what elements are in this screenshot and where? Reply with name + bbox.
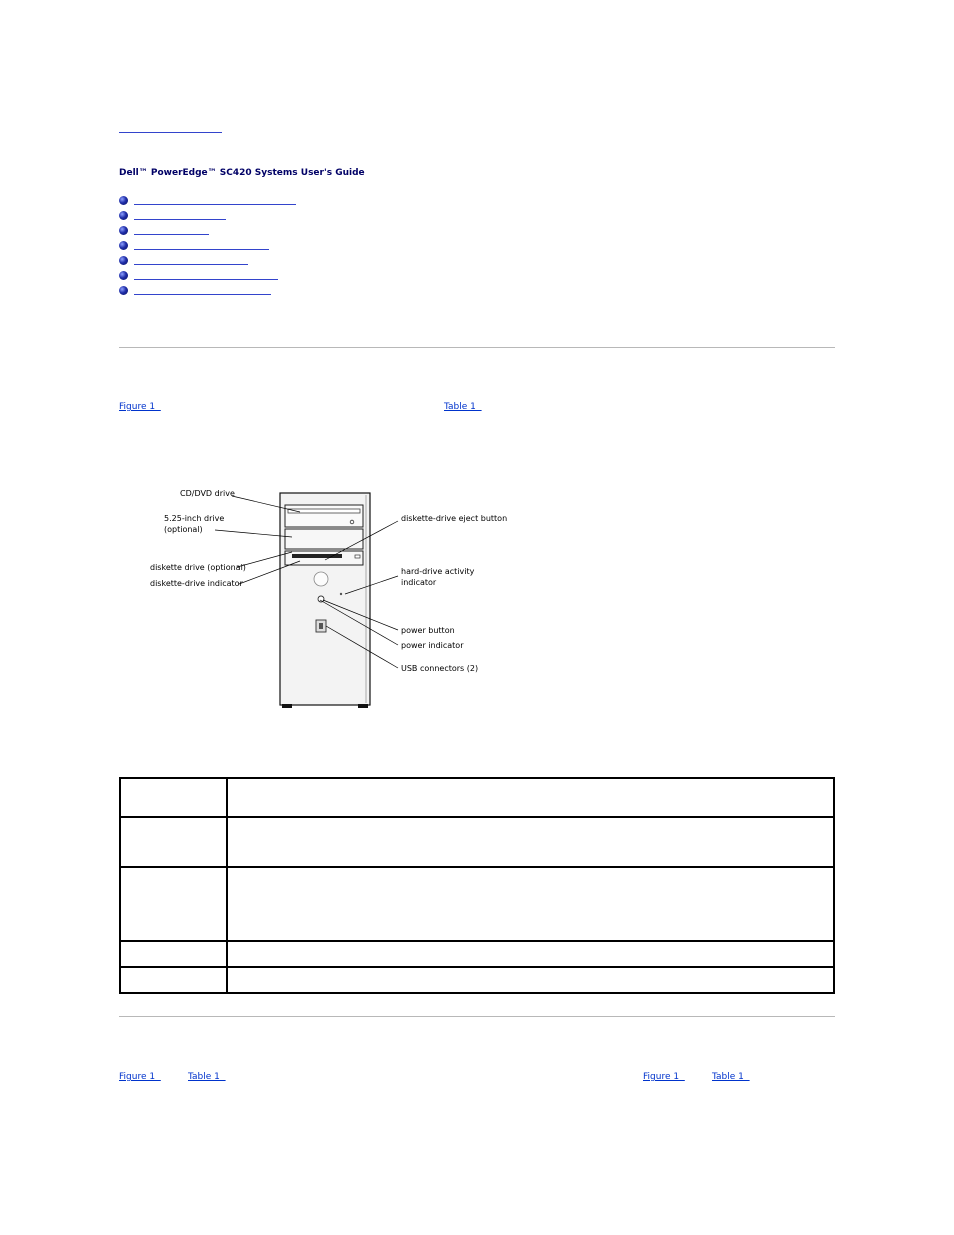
toc-item[interactable] — [119, 268, 296, 283]
logo-badge — [314, 572, 328, 586]
toc-item[interactable] — [119, 253, 296, 268]
callout-power-button: power button — [401, 626, 455, 635]
toc-link[interactable] — [134, 286, 271, 295]
table-cell — [227, 778, 834, 817]
power-button — [318, 596, 324, 602]
toc-link[interactable] — [134, 196, 296, 205]
table-row — [120, 941, 834, 967]
toc-item[interactable] — [119, 193, 296, 208]
bullet-icon — [119, 226, 128, 235]
table-row — [120, 778, 834, 817]
callout-usb-connectors: USB connectors (2) — [401, 664, 479, 673]
table-cell — [227, 817, 834, 867]
table-cell — [120, 817, 227, 867]
figure-1-link[interactable]: Figure 1 — [643, 1072, 685, 1082]
toc-item[interactable] — [119, 283, 296, 298]
bullet-icon — [119, 286, 128, 295]
table-row — [120, 967, 834, 993]
table-cell — [120, 867, 227, 941]
table-1-link[interactable]: Table 1 — [444, 402, 482, 412]
toc-link[interactable] — [134, 241, 269, 250]
callout-diskette-drive: diskette drive (optional) — [150, 563, 246, 572]
bullet-icon — [119, 211, 128, 220]
table-row — [120, 867, 834, 941]
table-cell — [227, 941, 834, 967]
table-cell — [227, 967, 834, 993]
table-cell — [120, 941, 227, 967]
callout-525-drive-optional: (optional) — [164, 525, 203, 534]
callout-cd-dvd-drive: CD/DVD drive — [180, 489, 235, 498]
bullet-icon — [119, 196, 128, 205]
toc-link[interactable] — [134, 271, 278, 280]
toc-item[interactable] — [119, 223, 296, 238]
bullet-icon — [119, 241, 128, 250]
toc-link[interactable] — [134, 211, 226, 220]
callout-power-indicator: power indicator — [401, 641, 464, 650]
callout-hdd-activity-indicator: indicator — [401, 578, 437, 587]
figure-1-link[interactable]: Figure 1 — [119, 1072, 161, 1082]
callout-hdd-activity: hard-drive activity — [401, 567, 475, 576]
table-cell — [120, 778, 227, 817]
toc-item[interactable] — [119, 238, 296, 253]
table-1-link[interactable]: Table 1 — [188, 1072, 226, 1082]
callout-525-drive: 5.25-inch drive — [164, 514, 225, 523]
hdd-activity-led — [340, 593, 342, 595]
bullet-icon — [119, 256, 128, 265]
guide-title: Dell™ PowerEdge™ SC420 Systems User's Guide — [119, 168, 365, 178]
table-row — [120, 817, 834, 867]
table-of-contents — [119, 193, 296, 298]
toc-link[interactable] — [134, 256, 248, 265]
callout-diskette-indicator: diskette-drive indicator — [150, 579, 243, 588]
top-link[interactable] — [119, 122, 222, 133]
section-divider — [119, 1016, 835, 1017]
callout-diskette-eject: diskette-drive eject button — [401, 514, 508, 523]
bullet-icon — [119, 271, 128, 280]
indicators-table — [119, 777, 835, 994]
front-panel-figure — [140, 478, 520, 714]
section-divider — [119, 347, 835, 348]
table-1-link[interactable]: Table 1 — [712, 1072, 750, 1082]
toc-item[interactable] — [119, 208, 296, 223]
table-cell — [120, 967, 227, 993]
figure-1-link[interactable]: Figure 1 — [119, 402, 161, 412]
toc-link[interactable] — [134, 226, 209, 235]
table-cell — [227, 867, 834, 941]
